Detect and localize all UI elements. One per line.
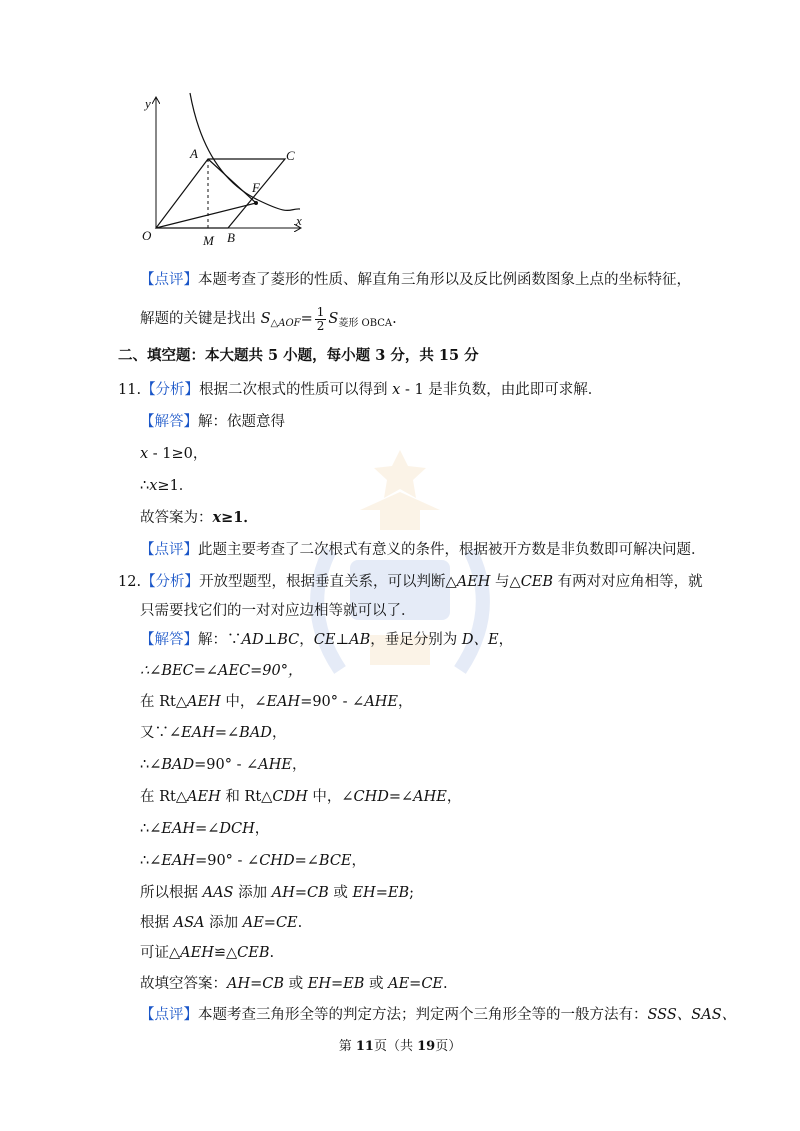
label-y: y (145, 96, 151, 111)
page-total: 19 (417, 1039, 436, 1054)
q12-row-1: ∴∠BEC=∠AEC=90°， (140, 663, 303, 679)
t: 或 (328, 885, 353, 901)
q12-comment-text: 本题考查三角形全等的判定方法；判定两个三角形全等的一般方法有： (198, 1007, 648, 1023)
t: 添加 (233, 885, 272, 901)
t: 中，∠ (307, 789, 354, 805)
t: EAH (161, 821, 196, 837)
period: . (392, 311, 397, 327)
q12-row-8 (140, 883, 414, 903)
label-f: F (252, 180, 260, 195)
q11-solution-head (140, 412, 285, 432)
t: ∴∠ (140, 757, 162, 773)
t: AE (242, 915, 264, 931)
t: =90° - ∠ (194, 757, 259, 773)
q12-row-6 (140, 819, 269, 839)
points-de: D、E (461, 632, 499, 648)
q12-text-c: 有两对对应角相等，就 (553, 574, 703, 590)
tag-solution: 【解答】 (140, 414, 198, 430)
tag-analysis: 【分析】 (141, 574, 200, 590)
q12-row-2 (140, 692, 413, 712)
q11-text-a: 根据二次根式的性质可以得到 (199, 382, 393, 398)
t: =∠ (294, 853, 319, 869)
fraction-denominator: 2 (316, 318, 325, 333)
t: 添加 (204, 915, 243, 931)
footer-text-b: 页（共 (373, 1039, 418, 1054)
t: . (269, 945, 275, 961)
var-x: x (392, 382, 401, 398)
q12-solution-head (140, 630, 513, 650)
t: ， (254, 821, 270, 837)
q12-row-11 (140, 974, 448, 994)
q12-text-a: 开放型题型，根据垂直关系，可以判断△ (199, 574, 457, 590)
answer-rest: ≥1． (221, 509, 258, 526)
t: 在 Rt△ (140, 789, 188, 805)
t: ; (409, 885, 414, 901)
t: EH (307, 976, 331, 992)
t: EB (343, 976, 365, 992)
page-number: 11 (355, 1039, 374, 1054)
label-x: x (296, 213, 302, 228)
q11-solution-text: 解：依题意得 (198, 414, 285, 430)
t: 解：∵ (198, 632, 242, 648)
t: EAH (266, 694, 301, 710)
tri-aeh: AEH (456, 574, 491, 590)
t: 中，∠ (220, 694, 267, 710)
label-m: M (203, 233, 214, 248)
perp: ⊥ (335, 632, 350, 648)
t: AHE (258, 757, 292, 773)
geometry-figure (128, 88, 318, 253)
t: EH (352, 885, 376, 901)
t: AH (271, 885, 295, 901)
seg-bc: BC (277, 632, 300, 648)
t: CHD (353, 789, 389, 805)
t: ASA (173, 915, 205, 931)
label-a: A (190, 146, 198, 161)
t: 和 Rt△ (220, 789, 273, 805)
t: EB (387, 885, 410, 901)
label-o: O (142, 228, 152, 243)
t: EAH (181, 725, 215, 741)
t: BAD (161, 757, 195, 773)
q12-row-3 (140, 723, 286, 743)
q11-number: 11. (118, 382, 142, 398)
t: AAS (202, 885, 234, 901)
var-x: x (212, 509, 222, 526)
tag-comment: 【点评】 (140, 1007, 198, 1023)
var-x: x (149, 478, 158, 494)
t: CB (262, 976, 285, 992)
q12-number: 12. (118, 574, 142, 590)
t: EAH (161, 853, 196, 869)
q11-comment (140, 540, 706, 560)
t: ， (271, 725, 287, 741)
t: AHE (413, 789, 447, 805)
page-footer (0, 1035, 800, 1054)
tri-ceb: CEB (520, 574, 554, 590)
seg-ad: AD (241, 632, 264, 648)
point-f (254, 201, 258, 205)
t: = (294, 885, 307, 901)
comment-line-2 (140, 304, 397, 339)
t: AEH (187, 789, 221, 805)
t: ， (398, 694, 413, 710)
segment-of (156, 203, 256, 228)
t: ， (291, 757, 307, 773)
t: 故填空答案： (140, 976, 227, 992)
t: ， (446, 789, 462, 805)
comment-pre: 解题的关键是找出 (140, 311, 261, 327)
q11-step-2 (140, 476, 193, 496)
t: CB (307, 885, 329, 901)
area-sub-rhombus: 菱形 OBCA (338, 318, 393, 329)
t: CDH (272, 789, 308, 805)
t: = (250, 976, 263, 992)
t: ，垂足分别为 (370, 632, 462, 648)
q11-text-b: - 1 是非负数，由此即可求解． (400, 382, 603, 398)
t: = (409, 976, 422, 992)
t: CEB (237, 945, 270, 961)
t: CE (275, 915, 298, 931)
t: 根据 (140, 915, 174, 931)
t: = (330, 976, 344, 992)
equals-sign: = (300, 311, 313, 327)
q12-analysis-2: 只需要找它们的一对对应边相等就可以了． (140, 603, 416, 619)
tag-solution: 【解答】 (140, 632, 198, 648)
therefore-sign: ∴ (140, 478, 150, 494)
q12-row-10 (140, 943, 274, 963)
fraction-numerator: 1 (316, 304, 325, 319)
t: DCH (219, 821, 255, 837)
t: =∠ (388, 789, 414, 805)
comment-line-1 (140, 270, 691, 290)
label-b: B (227, 230, 235, 245)
segment-af (208, 159, 256, 203)
t: 又∵∠ (140, 725, 182, 741)
t: . (297, 915, 303, 931)
area-symbol: S (260, 311, 271, 327)
area-symbol-2: S (328, 311, 339, 327)
fraction-half (315, 306, 327, 333)
t: 可证△ (140, 945, 181, 961)
t: ∴∠ (140, 821, 162, 837)
t: ≌△ (213, 945, 238, 961)
q11-step-2-rest: ≥1． (157, 478, 194, 494)
t: ， (299, 632, 314, 648)
perp: ⊥ (263, 632, 278, 648)
t: ， (351, 853, 366, 869)
q12-text-b: 与△ (490, 574, 521, 590)
q12-comment (140, 1005, 736, 1025)
q12-row-4 (140, 755, 306, 775)
footer-text-c: 页） (435, 1039, 462, 1054)
t: 或 (364, 976, 389, 992)
q11-analysis (118, 380, 602, 400)
tag-comment: 【点评】 (140, 272, 198, 288)
t: 在 Rt△ (140, 694, 188, 710)
t: =∠ (214, 725, 240, 741)
q12-comment-methods: SSS、SAS、 (647, 1007, 737, 1023)
t: CHD (259, 853, 295, 869)
t: =90° - ∠ (300, 694, 365, 710)
t: BAD (239, 725, 272, 741)
tag-comment: 【点评】 (140, 542, 198, 558)
t: = (375, 885, 388, 901)
t: AE (388, 976, 410, 992)
q12-analysis (118, 572, 703, 592)
t: . (443, 976, 448, 992)
q11-answer (140, 508, 258, 528)
seg-ab: AB (349, 632, 371, 648)
q12-row-7 (140, 851, 366, 871)
coordinate-diagram (128, 88, 318, 253)
t: ∴∠ (140, 853, 162, 869)
tag-analysis: 【分析】 (141, 382, 200, 398)
t: =∠ (195, 821, 220, 837)
t: =90° - ∠ (195, 853, 260, 869)
q12-row-9 (140, 913, 302, 933)
var-x: x (140, 446, 149, 462)
t: AEH (187, 694, 221, 710)
footer-text-a: 第 (338, 1039, 356, 1054)
q11-step-1-rest: - 1≥0， (148, 446, 208, 462)
comment-text: 本题考查了菱形的性质、解直角三角形以及反比例函数图象上点的坐标特征， (198, 272, 691, 288)
q12-row-5 (140, 787, 461, 807)
t: AH (227, 976, 251, 992)
answer-prefix: 故答案为： (140, 510, 213, 526)
t: 或 (284, 976, 308, 992)
area-sub-aof: △AOF (270, 318, 301, 329)
seg-ce: CE (313, 632, 336, 648)
t: AHE (364, 694, 399, 710)
watermark-emblem (290, 430, 510, 690)
t: BCE (318, 853, 352, 869)
t: ， (498, 632, 514, 648)
q11-step-1 (140, 444, 207, 464)
t: 所以根据 (140, 885, 203, 901)
section-heading: 二、填空题：本大题共 5 小题，每小题 3 分，共 15 分 (118, 347, 479, 364)
t: AEH (180, 945, 214, 961)
t: = (263, 915, 276, 931)
t: CE (421, 976, 444, 992)
q11-comment-text: 此题主要考查了二次根式有意义的条件，根据被开方数是非负数即可解决问题． (198, 542, 706, 558)
label-c: C (286, 148, 295, 163)
